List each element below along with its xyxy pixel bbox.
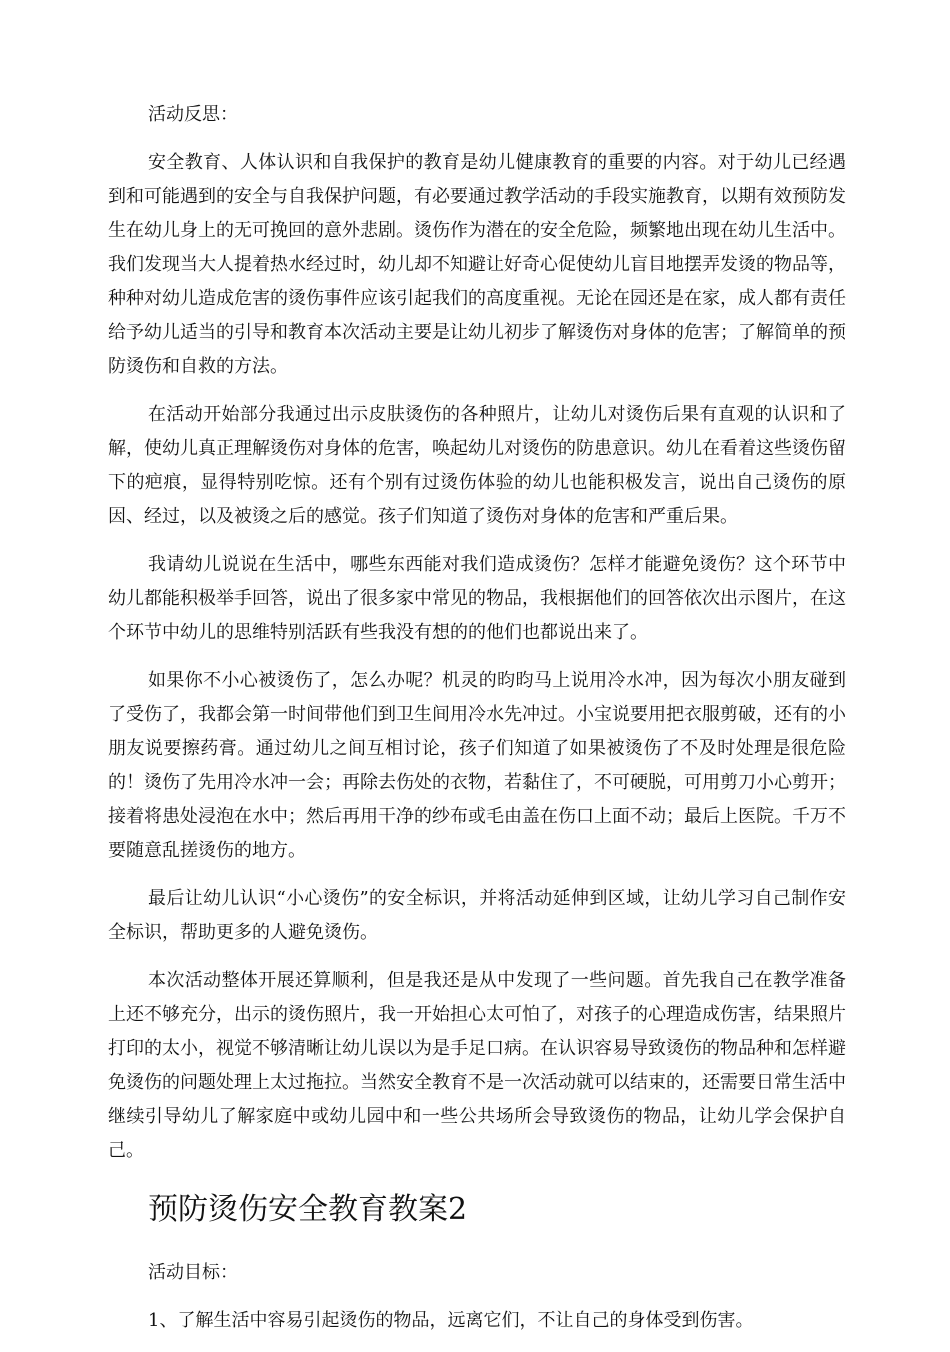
paragraph: 如果你不小心被烫伤了，怎么办呢？机灵的昀昀马上说用冷水冲，因为每次小朋友碰到了受伤了，我都会第一时间带他们到卫生间用冷水先冲过。小宝说要用把衣服剪破，还有的小朋友说要擦药膏。通过幼儿之间互相讨论，孩子们知道了如果被烫伤了不及时处理是很危险的！烫伤了先用冷水冲一会；再除去伤处的衣物，若黏住了，不可硬脱，可用剪刀小心剪开；接着将患处浸泡在水中；然后再用干净的纱布或毛由盖在伤口上面不动；最后上医院。千万不要随意乱搓烫伤的地方。 (108, 670, 846, 861)
paragraph: 最后让幼儿认识“小心烫伤”的安全标识，并将活动延伸到区域，让幼儿学习自己制作安全标识，帮助更多的人避免烫伤。 (108, 888, 846, 943)
goals-label: 活动目标： (148, 1262, 238, 1283)
reflection-label: 活动反思： (148, 104, 238, 125)
goal-item: 1、了解生活中容易引起烫伤的物品，远离它们，不让自己的身体受到伤害。 (148, 1310, 754, 1331)
paragraph: 在活动开始部分我通过出示皮肤烫伤的各种照片，让幼儿对烫伤后果有直观的认识和了解，使幼儿真正理解烫伤对身体的危害，唤起幼儿对烫伤的防患意识。幼儿在看着这些烫伤留下的疤痕，显得特别吃惊。还有个别有过烫伤体验的幼儿也能积极发言，说出自己烫伤的原因、经过，以及被烫之后的感觉。孩子们知道了烫伤对身体的危害和严重后果。 (108, 404, 846, 527)
document-body (108, 98, 846, 1352)
paragraph: 安全教育、人体认识和自我保护的教育是幼儿健康教育的重要的内容。对于幼儿已经遇到和可能遇到的安全与自我保护问题，有必要通过教学活动的手段实施教育，以期有效预防发生在幼儿身上的无可挽回的意外悲剧。烫伤作为潜在的安全危险，频繁地出现在幼儿生活中。我们发现当大人提着热水经过时，幼儿却不知避让好奇心促使幼儿盲目地摆弄发烫的物品等，种种对幼儿造成危害的烫伤事件应该引起我们的高度重视。无论在园还是在家，成人都有责任给予幼儿适当的引导和教育本次活动主要是让幼儿初步了解烫伤对身体的危害；了解简单的预防烫伤和自救的方法。 (108, 152, 846, 377)
paragraph: 本次活动整体开展还算顺利，但是我还是从中发现了一些问题。首先我自己在教学准备上还不够充分，出示的烫伤照片，我一开始担心太可怕了，对孩子的心理造成伤害，结果照片打印的太小，视觉不够清晰让幼儿误以为是手足口病。在认识容易导致烫伤的物品种和怎样避免烫伤的问题处理上太过拖拉。当然安全教育不是一次活动就可以结束的，还需要日常生活中继续引导幼儿了解家庭中或幼儿园中和一些公共场所会导致烫伤的物品，让幼儿学会保护自己。 (108, 970, 846, 1161)
section-title: 预防烫伤安全教育教案2 (148, 1192, 468, 1227)
paragraph: 我请幼儿说说在生活中，哪些东西能对我们造成烫伤？怎样才能避免烫伤？这个环节中幼儿都能积极举手回答，说出了很多家中常见的物品，我根据他们的回答依次出示图片，在这个环节中幼儿的思维特别活跃有些我没有想的的他们也都说出来了。 (108, 554, 846, 643)
